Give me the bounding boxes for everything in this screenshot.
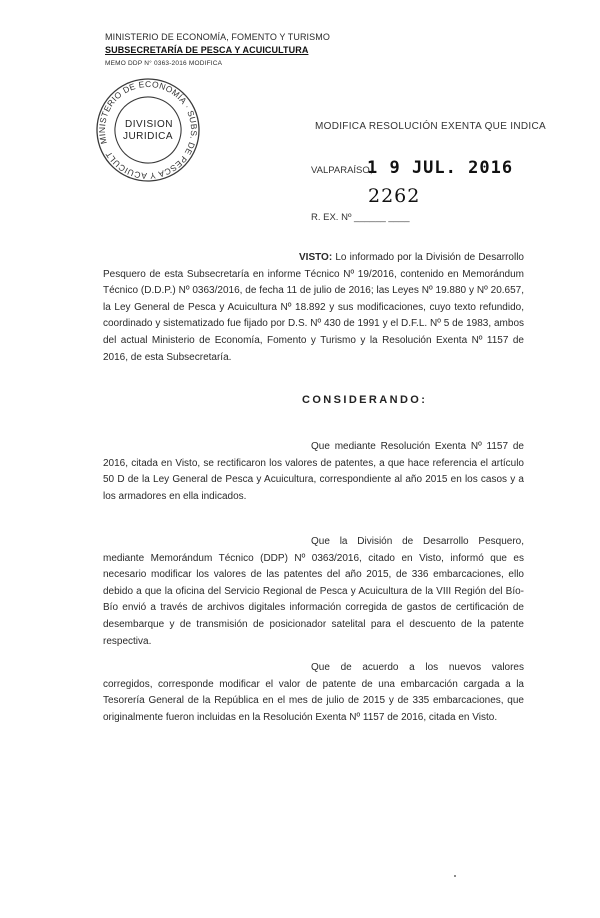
stamp-juridica-label: JURIDICA (122, 131, 174, 142)
city-label: VALPARAÍSO, (311, 165, 373, 176)
visto-lead: VISTO: (299, 252, 333, 263)
subsecretaria-name: SUBSECRETARÍA DE PESCA Y ACUICULTURA (105, 45, 309, 55)
considerando-paragraph-3: Que de acuerdo a los nuevos valores corregidos, corresponde modificar el valor de patente de una embarcación cargada a la Tesorería General de la República en el mes de julio de 2015 y de 335 embarcaciones, que originalmente fueron incluidas en la Resolución Exenta Nº 1157 de 2016, citada en Visto. (103, 662, 524, 723)
stamp-division-label: DIVISION (125, 119, 173, 130)
resolution-number: 2262 (368, 185, 421, 207)
visto-text: Lo informado por la División de Desarrollo Pesquero de esta Subsecretaría en informe Técnico Nº 19/2016, contenido en Memorándum Técnico (D.D.P.) Nº 0363/2016, de fecha 11 de julio de 2016; las Leyes Nº 19.880 y Nº 20.657, la Ley General de Pesca y Acuicultura Nº 18.892 y sus modificaciones, cuyo texto refundido, coordinado y sistematizado fue fijado por D.S. Nº 430 de 1991 y el D.F.L. Nº 5 de 1983, ambos del actual Ministerio de Economía, Fomento y Turismo y la Resolución Exenta Nº 1157 de 2016, de esta Subsecretaría. (103, 252, 524, 363)
visto-paragraph (103, 250, 524, 366)
resolution-subject: MODIFICA RESOLUCIÓN EXENTA QUE INDICA (315, 121, 546, 132)
memo-reference: MEMO DDP N° 0363-2016 MODIFICA (105, 60, 223, 67)
scan-speck (454, 875, 456, 877)
division-juridica-stamp (93, 75, 203, 185)
rex-number-label: R. EX. Nº ______ ____ (311, 212, 410, 223)
ministry-name: MINISTERIO DE ECONOMÍA, FOMENTO Y TURISMO (105, 32, 330, 42)
stamp-ring-text: MINISTERIO DE ECONOMÍA · SUBS. DE PESCA Y ACUICULTURA (96, 78, 200, 182)
considerando-heading: CONSIDERANDO: (302, 394, 428, 406)
considerando-paragraph-1: Que mediante Resolución Exenta Nº 1157 de 2016, citada en Visto, se rectificaron los valores de patentes, a que hace referencia el artículo 50 D de la Ley General de Pesca y Acuicultura, correspondiente al año 2015 en los casos y a los armadores en ella indicados. (103, 441, 524, 502)
date-stamp: 1 9 JUL. 2016 (367, 158, 514, 178)
considerando-paragraph-2: Que la División de Desarrollo Pesquero, mediante Memorándum Técnico (DDP) Nº 0363/2016, citado en Visto, informó que es necesario modificar los valores de las patentes del año 2015, de 336 embarcaciones, ello debido a que la oficina del Servicio Regional de Pesca y Acuicultura de la VIII Región del Bío-Bío envió a través de archivos digitales información corregida de gastos de certificación de desembarque y de transmisión de posicionador satelital para el descuento de la patente respectiva. (103, 536, 524, 647)
